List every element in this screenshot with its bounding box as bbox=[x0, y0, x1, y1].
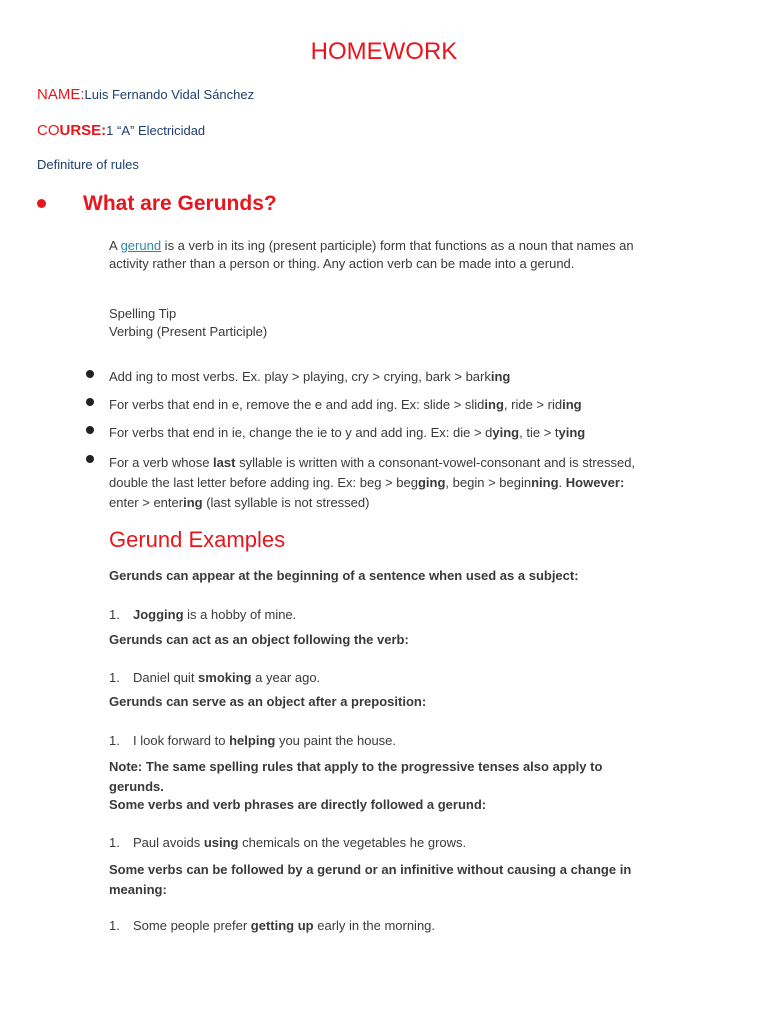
rule-text: Add ing to most verbs. Ex. play > playing, cry > crying, bark > bark bbox=[109, 369, 491, 384]
rule-text: , tie > t bbox=[519, 425, 559, 440]
intro-text-a: A bbox=[109, 238, 121, 253]
example-bold: helping bbox=[229, 733, 276, 748]
bullet-icon bbox=[86, 426, 94, 434]
example-item bbox=[109, 733, 396, 748]
rule-bold: ying bbox=[492, 425, 520, 440]
example-text: you paint the house. bbox=[275, 733, 397, 748]
rule-item bbox=[109, 396, 639, 414]
example-intro-text: Gerunds can appear at the beginning of a sentence when used as a subject: bbox=[109, 568, 579, 583]
rule-text: . bbox=[558, 475, 566, 490]
example-item bbox=[109, 918, 435, 933]
example-text: a year ago. bbox=[251, 670, 321, 685]
rule-bold: ning bbox=[531, 475, 559, 490]
example-number: 1. bbox=[109, 607, 120, 622]
example-text: Some people prefer bbox=[133, 918, 251, 933]
example-bold: getting up bbox=[250, 918, 314, 933]
bullet-icon bbox=[86, 398, 94, 406]
example-bold: Jogging bbox=[133, 607, 184, 622]
example-item bbox=[109, 607, 296, 622]
note-bold: Note: The same spelling rules that apply to the progressive tenses also apply to gerunds. bbox=[109, 759, 603, 794]
example-text: early in the morning. bbox=[313, 918, 436, 933]
example-intro-text: Gerunds can serve as an object after a preposition: bbox=[109, 694, 427, 709]
example-intro bbox=[109, 797, 669, 812]
example-number: 1. bbox=[109, 733, 120, 748]
example-text: is a hobby of mine. bbox=[183, 607, 297, 622]
example-item bbox=[109, 670, 320, 685]
rule-bold: ying bbox=[558, 425, 586, 440]
gerund-link[interactable]: gerund bbox=[120, 238, 162, 253]
intro-text-rest: is a verb in its ing (present participle) form that functions as a noun that names an activity rather than a person or thing. Any action verb can be made into a gerund. bbox=[109, 238, 634, 271]
rule-bold: ing bbox=[562, 397, 582, 412]
example-bold: using bbox=[203, 835, 239, 850]
bullet-icon bbox=[86, 455, 94, 463]
name-value: Luis Fernando Vidal Sánchez bbox=[84, 87, 255, 102]
example-number: 1. bbox=[109, 670, 120, 685]
section-heading: What are Gerunds? bbox=[83, 192, 277, 215]
rule-text: syllable is written with a consonant-vowel-consonant and is stressed, double the last letter before adding ing. Ex: beg > beg bbox=[109, 455, 636, 490]
example-intro bbox=[109, 568, 669, 583]
note-text bbox=[109, 757, 649, 797]
spelling-tip-title: Spelling Tip bbox=[109, 306, 177, 321]
rule-text: For verbs that end in e, remove the e and add ing. Ex: slide > slid bbox=[109, 397, 485, 412]
spelling-tip-subtitle: Verbing (Present Participle) bbox=[109, 324, 268, 339]
rule-text: , begin > begin bbox=[445, 475, 532, 490]
example-intro bbox=[109, 632, 409, 647]
example-bold: smoking bbox=[198, 670, 252, 685]
rule-text: (last syllable is not stressed) bbox=[202, 495, 370, 510]
course-value: 1 “A” Electricidad bbox=[106, 123, 206, 138]
spelling-tip bbox=[109, 305, 639, 341]
name-row bbox=[37, 86, 254, 103]
example-intro bbox=[109, 694, 426, 709]
rule-item bbox=[109, 453, 639, 513]
example-number: 1. bbox=[109, 918, 120, 933]
intro-paragraph bbox=[109, 237, 639, 273]
example-intro-text: Some verbs can be followed by a gerund or an infinitive without causing a change in meaning: bbox=[109, 862, 632, 897]
course-label-part1: CO bbox=[37, 122, 60, 139]
course-row bbox=[37, 122, 205, 139]
rule-bold: ing bbox=[484, 397, 504, 412]
heading-bullet-icon bbox=[37, 199, 46, 208]
rule-text: For verbs that end in ie, change the ie to y and add ing. Ex: die > d bbox=[109, 425, 493, 440]
course-label-part2: URSE: bbox=[59, 122, 107, 139]
rule-bold: ing bbox=[490, 369, 511, 384]
definiture-text: Definiture of rules bbox=[37, 157, 139, 172]
page-title: HOMEWORK bbox=[310, 38, 458, 65]
rule-bold: However: bbox=[565, 475, 625, 490]
rule-bold: ging bbox=[417, 475, 446, 490]
rule-item bbox=[109, 368, 639, 386]
example-text: chemicals on the vegetables he grows. bbox=[238, 835, 467, 850]
name-label: NAME: bbox=[37, 86, 85, 103]
rule-bold: last bbox=[213, 455, 236, 470]
rule-text: For a verb whose bbox=[109, 455, 214, 470]
example-intro-text: Gerunds can act as an object following the verb: bbox=[109, 632, 409, 647]
rule-bold: ing bbox=[183, 495, 203, 510]
example-text: I look forward to bbox=[133, 733, 230, 748]
example-item bbox=[109, 835, 466, 850]
example-number: 1. bbox=[109, 835, 120, 850]
example-intro bbox=[109, 860, 669, 900]
examples-heading: Gerund Examples bbox=[109, 527, 286, 552]
rule-item bbox=[109, 424, 639, 442]
bullet-icon bbox=[86, 370, 94, 378]
example-text: Paul avoids bbox=[133, 835, 204, 850]
rule-text: , ride > rid bbox=[503, 397, 563, 412]
example-text: Daniel quit bbox=[133, 670, 199, 685]
example-intro-text: Some verbs and verb phrases are directly followed a gerund: bbox=[109, 797, 487, 812]
rule-text: enter > enter bbox=[109, 495, 184, 510]
